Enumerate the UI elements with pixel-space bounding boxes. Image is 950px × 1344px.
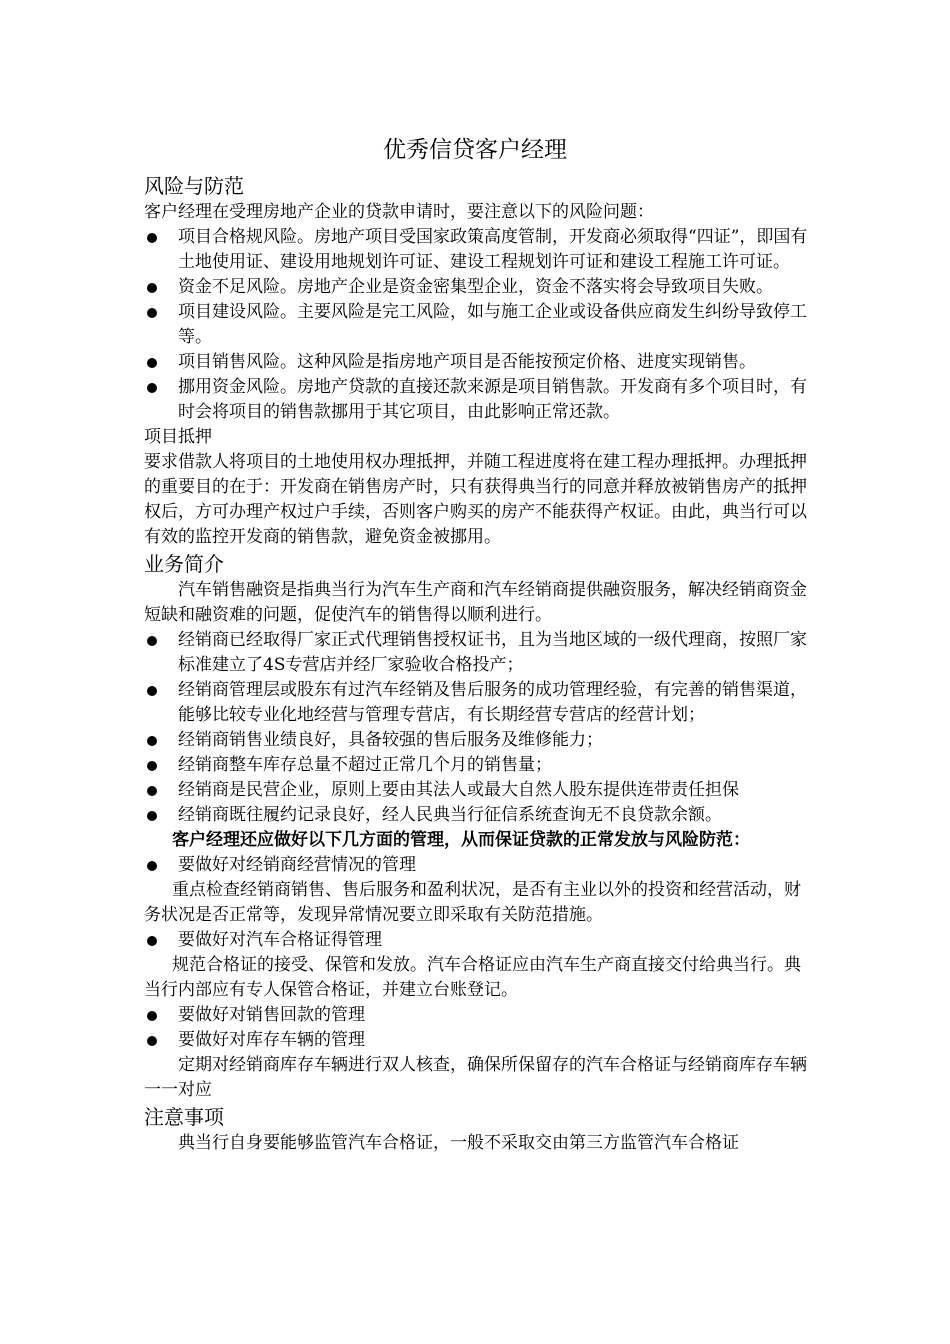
list-item: 经销商是民营企业，原则上要由其法人或最大自然人股东提供连带责任担保 — [144, 778, 814, 803]
bullet-icon — [147, 283, 157, 293]
bullet-icon — [147, 636, 157, 646]
list-item: 经销商整车库存总量不超过正常几个月的销售量； — [144, 753, 814, 778]
list-item: 要做好对汽车合格证得管理 — [144, 928, 814, 953]
document-body — [144, 172, 814, 1156]
bullet-list-risks — [144, 225, 814, 425]
bullet-icon — [147, 936, 157, 946]
section-heading-risk: 风险与防范 — [144, 174, 244, 198]
section-heading-business: 业务简介 — [144, 552, 224, 576]
paragraph: 客户经理在受理房地产企业的贷款申请时，要注意以下的风险问题： — [144, 202, 654, 222]
bullet-icon — [147, 786, 157, 796]
list-item: 项目销售风险。这种风险是指房地产项目是否能按预定价格、进度实现销售。 — [144, 350, 814, 375]
list-item: 挪用资金风险。房地产贷款的直接还款来源是项目销售款。开发商有多个项目时，有时会将项目的销售款挪用于其它项目，由此影响正常还款。 — [144, 375, 814, 425]
bullet-icon — [147, 233, 157, 243]
bullet-icon — [147, 811, 157, 821]
paragraph: 规范合格证的接受、保管和发放。汽车合格证应由汽车生产商直接交付给典当行。典当行内部应有专人保管合格证，并建立台账登记。 — [144, 955, 801, 1000]
page-title: 优秀信贷客户经理 — [383, 137, 567, 163]
list-item: 项目建设风险。主要风险是完工风险，如与施工企业或设备供应商发生纠纷导致停工等。 — [144, 300, 814, 350]
list-item: 项目合格规风险。房地产项目受国家政策高度管制，开发商必须取得“四证”，即国有土地使用证、建设用地规划许可证、建设工程规划许可证和建设工程施工许可证。 — [144, 225, 814, 275]
paragraph: 典当行自身要能够监管汽车合格证，一般不采取交由第三方监管汽车合格证 — [178, 1133, 739, 1153]
bullet-icon — [147, 861, 157, 871]
list-item: 要做好对经销商经营情况的管理 — [144, 853, 814, 878]
list-item: 经销商已经取得厂家正式代理销售授权证书，且为当地区域的一级代理商，按照厂家标准建立了4S专营店并经厂家验收合格投产； — [144, 628, 814, 678]
bullet-icon — [147, 686, 157, 696]
bullet-icon — [147, 358, 157, 368]
paragraph: 汽车销售融资是指典当行为汽车生产商和汽车经销商提供融资服务，解决经销商资金短缺和融资难的问题，促使汽车的销售得以顺利进行。 — [144, 580, 807, 625]
list-item: 经销商管理层或股东有过汽车经销及售后服务的成功管理经验，有完善的销售渠道，能够比较专业化地经营与管理专营店，有长期经营专营店的经营计划； — [144, 678, 814, 728]
list-item: 要做好对销售回款的管理 — [144, 1003, 814, 1028]
bullet-icon — [147, 761, 157, 771]
list-item: 经销商既往履约记录良好，经人民典当行征信系统查询无不良贷款余额。 — [144, 803, 814, 828]
list-item: 资金不足风险。房地产企业是资金密集型企业，资金不落实将会导致项目失败。 — [144, 275, 814, 300]
bullet-list-dealers — [144, 628, 814, 828]
sub-heading-mortgage: 项目抵押 — [144, 427, 212, 447]
bullet-icon — [147, 1036, 157, 1046]
bullet-icon — [147, 1011, 157, 1021]
paragraph: 要求借款人将项目的土地使用权办理抵押，并随工程进度将在建工程办理抵押。办理抵押的重要目的在于：开发商在销售房产时，只有获得典当行的同意并释放被销售房产的抵押权后，方可办理产权过户手续，否则客户购买的房产不能获得产权证。由此，典当行可以有效的监控开发商的销售款，避免资金被挪用。 — [144, 452, 807, 547]
section-heading-notes: 注意事项 — [144, 1105, 224, 1129]
paragraph: 定期对经销商库存车辆进行双人核查，确保所保留存的汽车合格证与经销商库存车辆一一对应 — [144, 1055, 807, 1100]
bullet-icon — [147, 383, 157, 393]
bullet-icon — [147, 736, 157, 746]
bullet-icon — [147, 308, 157, 318]
management-heading: 客户经理还应做好以下几方面的管理，从而保证贷款的正常发放与风险防范： — [172, 830, 750, 850]
paragraph: 重点检查经销商销售、售后服务和盈利状况，是否有主业以外的投资和经营活动，财务状况是否正常等，发现异常情况要立即采取有关防范措施。 — [144, 880, 801, 925]
list-item: 要做好对库存车辆的管理 — [144, 1028, 814, 1053]
list-item: 经销商销售业绩良好，具备较强的售后服务及维修能力； — [144, 728, 814, 753]
